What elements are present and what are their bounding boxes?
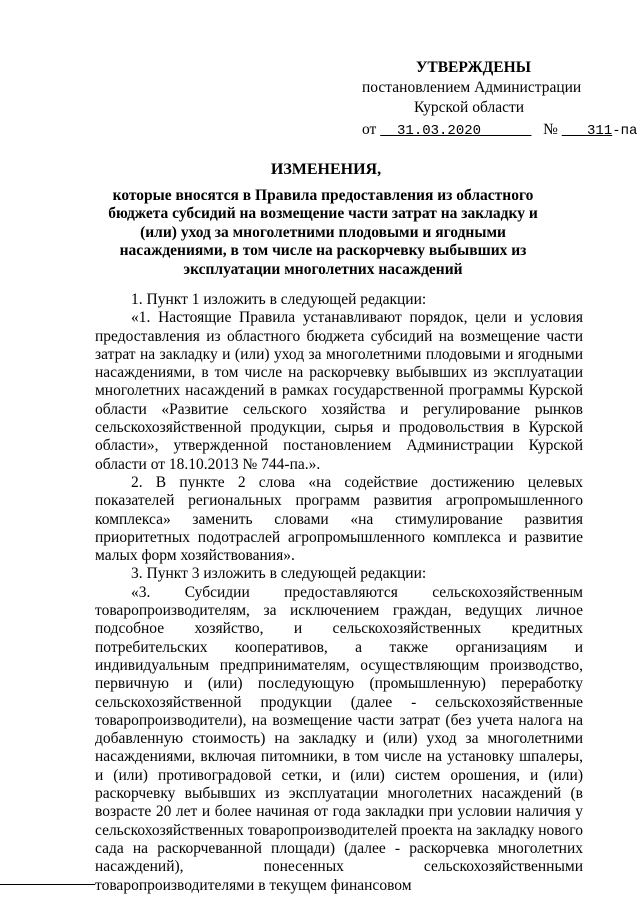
paragraph-5: «3. Субсидии предоставляются сельскохозяйственным товаропроизводителям, за исключением граждан, ведущих личное подсобное хозяйство, и сельскохозяйственных кредитных потребительских кооперативов, а также организациям и индивидуальным предпринимателям, осуществляющим производство, первичную и (или) последующую (промышленную) переработку сельскохозяйственной продукции (далее - сельскохозяйственные товаропроизводители), на возмещение части затрат (без учета налога на добавленную стоимость) на закладку и (или) уход за многолетними насаждениями, включая питомники, в том числе на установку шпалеры, и (или) противоградовой сетки, и (или) систем орошения, и (или) раскорчевку выбывших из эксплуатации многолетних насаждений (в возрасте 20 лет и более начиная от года закладки при условии наличия у сельскохозяйственных товаропроизводителей проекта на закладку нового сада на раскорчеванной площади) (далее - раскорчевка многолетних насаждений), понесенных сельскохозяйственными товаропроизводителями в текущем финансовом [95,583,583,894]
number-label: № [543,121,558,138]
paragraph-2: «1. Настоящие Правила устанавливают порядок, цели и условия предоставления из областного бюджета субсидий на возмещение части затрат на закладку и (или) уход за многолетними плодовыми и ягодными насаждениями, в том числе на раскорчевку выбывших из эксплуатации многолетних насаждений в рамках государственной программы Курской области «Развитие сельского хозяйства и регулирование рынков сельскохозяйственной продукции, сырья и продовольствия в Курской области», утвержденной постановлением Администрации Курской области от 18.10.2013 № 744-па.». [95,309,583,473]
approval-date: 31.03.2020 [397,123,482,139]
paragraph-3: 2. В пункте 2 слова «на содействие достижению целевых показателей региональных программ развития агропромышленного комплекса» заменить словами «на стимулирование развития приоритетных подотраслей агропромышленного комплекса и развитие малых форм хозяйствования». [95,473,583,565]
approval-title: УТВЕРЖДЕНЫ [416,59,531,76]
approval-date-line [362,120,638,141]
heading-title: ИЗМЕНЕНИЯ, [270,161,382,178]
paragraph-1: 1. Пункт 1 изложить в следующей редакции: [131,291,427,308]
from-label: от [362,121,377,138]
document-heading [94,161,552,279]
approval-line-administration: постановлением Администрации [362,79,582,96]
approval-block [362,58,638,141]
approval-line-region: Курской области [414,99,525,116]
paragraph-4: 3. Пункт 3 изложить в следующей редакции: [131,565,427,583]
document-body [95,291,583,895]
approval-number: 311-па [586,123,638,139]
heading-subtitle: которые вносятся в Правила предоставления из областного бюджета субсидий на возмещение части затрат на закладку и (или) уход за многолетними плодовыми и ягодными насаждениями, в том числе на раскорчевку выбывших из эксплуатации многолетних насаждений [108,186,538,278]
footnote-divider [0,884,95,885]
